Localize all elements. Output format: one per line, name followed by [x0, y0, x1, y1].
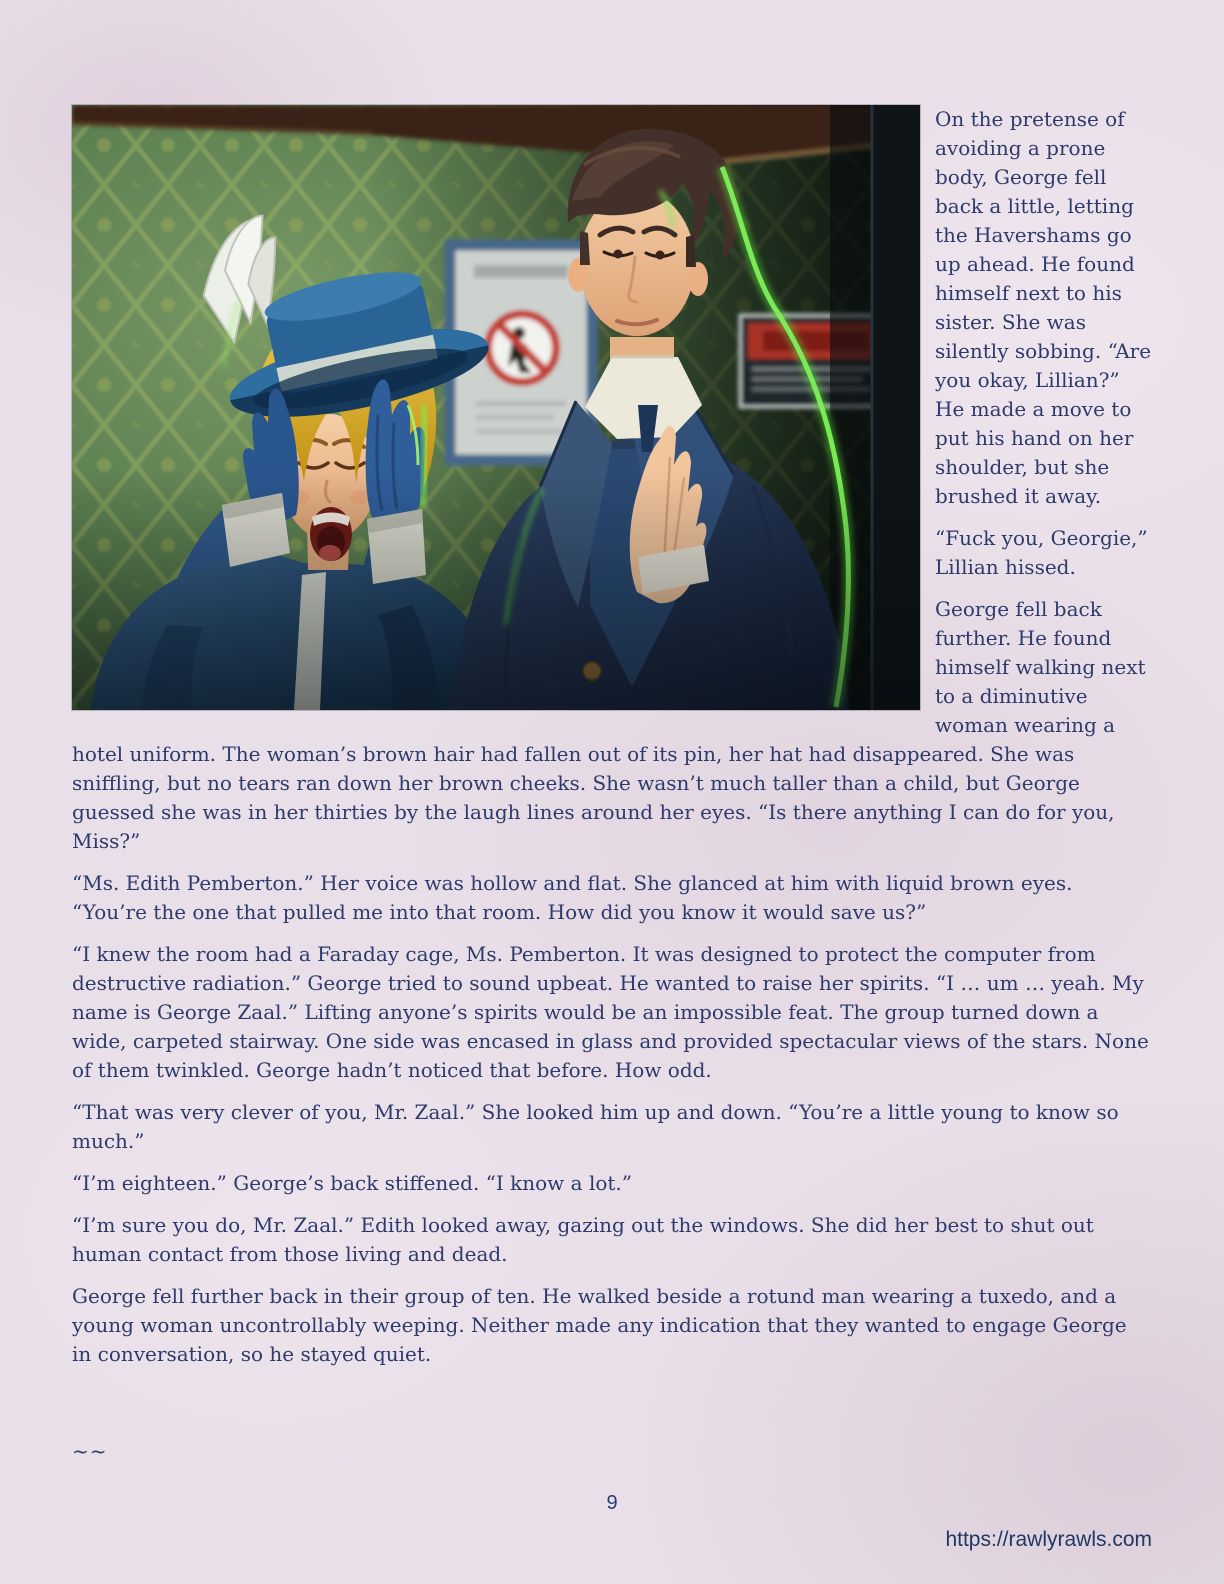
story-paragraph: George fell back further. He found himself walking next to a diminutive woman wearing a hotel uniform. The woman’s brown hair had fallen out of its pin, her hat had disappeared. She was sniffling, but no tears ran down her brown cheeks. She wasn’t much taller than a child, but George guessed she was in her thirties by the laugh lines around her eyes. “Is there anything I can do for you, Miss?” [72, 597, 1146, 853]
vignette-overlay [72, 105, 920, 710]
story-paragraph: “I knew the room had a Faraday cage, Ms. Pemberton. It was designed to protect the computer from destructive radiation.” George tried to sound upbeat. He wanted to raise her spirits. “I … um … yeah. My name is George Zaal.” Lifting anyone’s spirits would be an impossible feat. The group turned down a wide, carpeted stairway. One side was encased in glass and provided spectacular views of the stars. None of them twinkled. George hadn’t noticed that before. How odd. [72, 942, 1149, 1082]
story-paragraph: George fell further back in their group of ten. He walked beside a rotund man wearing a tuxedo, and a young woman uncontrollably weeping. Neither made any indication that they wanted to engage George in conversation, so he stayed quiet. [72, 1284, 1127, 1366]
page-number: 9 [606, 1492, 618, 1514]
story-paragraph: “I’m sure you do, Mr. Zaal.” Edith looked away, gazing out the windows. She did her best to shut out human contact from those living and dead. [72, 1213, 1094, 1266]
story-paragraph: “I’m eighteen.” George’s back stiffened. “I know a lot.” [72, 1171, 632, 1195]
story-paragraph: On the pretense of avoiding a prone body, George fell back a little, letting the Havershams go up ahead. He found himself next to his sister. She was silently sobbing. “Are you okay, Lillian?” He made a move to put his hand on her shoulder, but she brushed it away. [935, 107, 1152, 508]
story-paragraph: “Fuck you, Georgie,” Lillian hissed. [935, 526, 1148, 579]
footer-url-link[interactable]: https://rawlyrawls.com [945, 1528, 1152, 1551]
story-paragraph: “That was very clever of you, Mr. Zaal.” She looked him up and down. “You’re a little young to know so much.” [72, 1100, 1119, 1153]
illustration-graphic [72, 105, 920, 710]
story-illustration [72, 105, 920, 710]
scene-break: ~~ [72, 1439, 108, 1463]
story-paragraph: “Ms. Edith Pemberton.” Her voice was hollow and flat. She glanced at him with liquid brown eyes. “You’re the one that pulled me into that room. How did you know it would save us?” [72, 871, 1073, 924]
